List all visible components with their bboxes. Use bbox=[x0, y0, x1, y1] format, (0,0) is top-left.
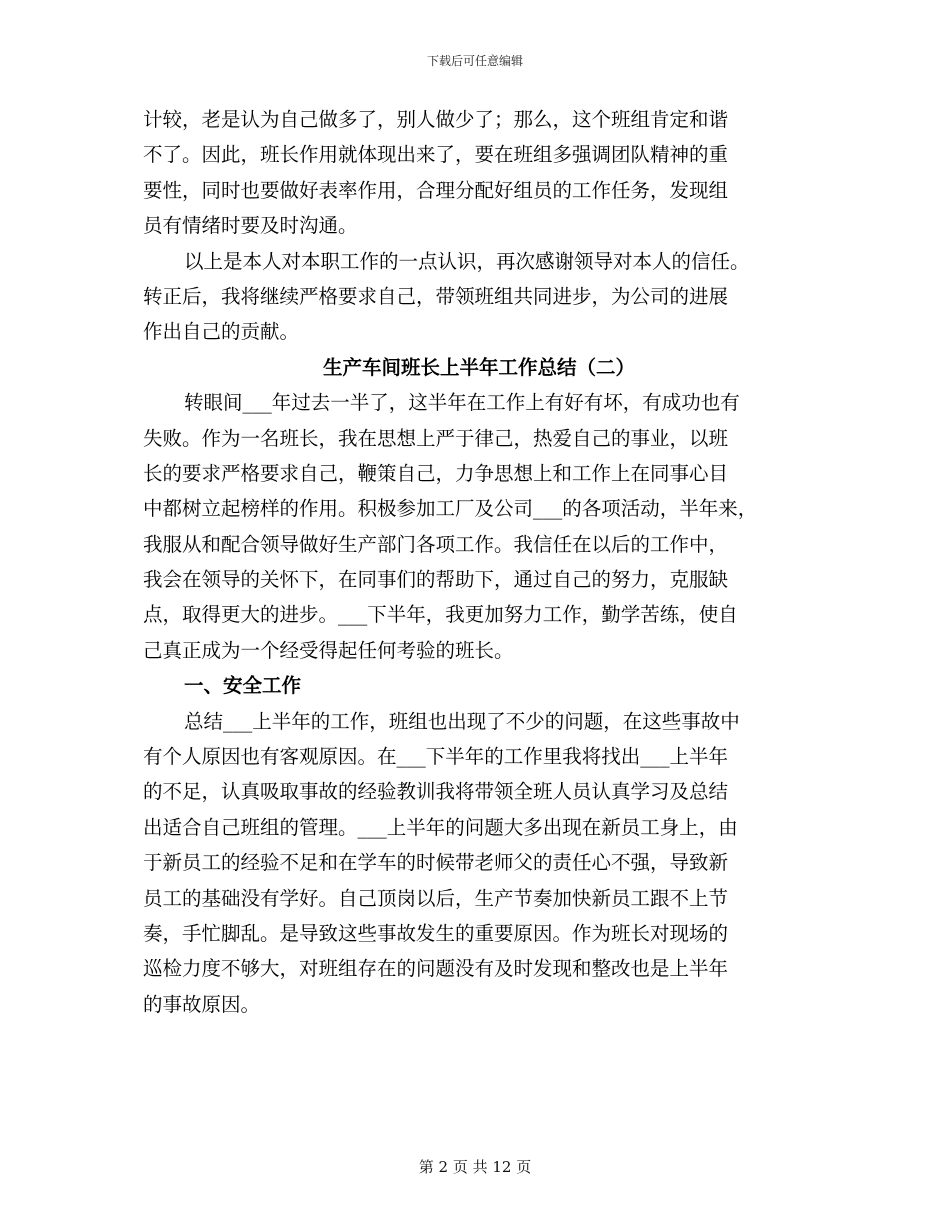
paragraph-line: 转眼间___年过去一半了，这半年在工作上有好有坏，有成功也有 bbox=[184, 391, 740, 415]
paragraph-line: 要性，同时也要做好表率作用，合理分配好组员的工作任务，发现组 bbox=[143, 178, 729, 202]
paragraph-line: 巡检力度不够大，对班组存在的问题没有及时发现和整改也是上半年 bbox=[143, 957, 729, 981]
page-header: 下载后可任意编辑 bbox=[426, 54, 523, 68]
paragraph-line: 总结___上半年的工作，班组也出现了不少的问题，在这些事故中 bbox=[184, 709, 740, 733]
paragraph-line: 奏，手忙脚乱。是导致这些事故发生的重要原因。作为班长对现场的 bbox=[143, 921, 729, 945]
paragraph-line: 己真正成为一个经受得起任何考验的班长。 bbox=[143, 638, 514, 662]
section-title: 生产车间班长上半年工作总结（二） bbox=[322, 355, 635, 379]
paragraph-line: 我会在领导的关怀下，在同事们的帮助下，通过自己的努力，克服缺 bbox=[143, 568, 729, 592]
paragraph-line: 不了。因此，班长作用就体现出来了，要在班组多强调团队精神的重 bbox=[143, 143, 729, 167]
paragraph-line: 中都树立起榜样的作用。积极参加工厂及公司___的各项活动，半年来， bbox=[143, 497, 758, 521]
paragraph-line: 作出自己的贡献。 bbox=[143, 320, 300, 344]
paragraph-line: 失败。作为一名班长，我在思想上严于律己，热爱自己的事业，以班 bbox=[143, 426, 729, 450]
paragraph-line: 员有情绪时要及时沟通。 bbox=[143, 214, 358, 238]
paragraph-line: 我服从和配合领导做好生产部门各项工作。我信任在以后的工作中， bbox=[143, 532, 729, 556]
paragraph-line: 员工的基础没有学好。自己顶岗以后，生产节奏加快新员工跟不上节 bbox=[143, 886, 729, 910]
document-body bbox=[143, 102, 815, 1022]
page-number: 第 2 页 共 12 页 bbox=[418, 1158, 532, 1176]
paragraph-line: 计较，老是认为自己做多了，别人做少了；那么，这个班组肯定和谐 bbox=[143, 108, 729, 131]
paragraph-line: 转正后，我将继续严格要求自己，带领班组共同进步，为公司的进展 bbox=[143, 284, 729, 308]
paragraph-line: 点，取得更大的进步。___下半年，我更加努力工作，勤学苦练，使自 bbox=[143, 603, 738, 627]
paragraph-line: 于新员工的经验不足和在学车的时候带老师父的责任心不强，导致新 bbox=[143, 851, 729, 875]
paragraph-line: 有个人原因也有客观原因。在___下半年的工作里我将找出___上半年 bbox=[143, 745, 729, 769]
paragraph-line: 以上是本人对本职工作的一点认识，再次感谢领导对本人的信任。 bbox=[184, 249, 750, 273]
paragraph-line: 长的要求严格要求自己，鞭策自己，力争思想上和工作上在同事心目 bbox=[143, 461, 729, 485]
paragraph-line: 的不足，认真吸取事故的经验教训我将带领全班人员认真学习及总结 bbox=[143, 780, 729, 804]
paragraph-line: 的事故原因。 bbox=[143, 992, 261, 1016]
subsection-heading: 一、安全工作 bbox=[184, 674, 302, 698]
paragraph-line: 出适合自己班组的管理。___上半年的问题大多出现在新员工身上，由 bbox=[143, 815, 738, 839]
